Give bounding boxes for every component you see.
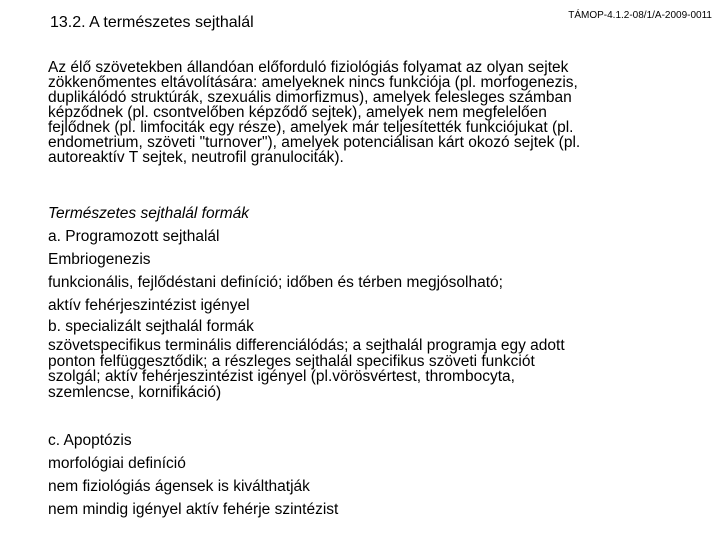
specialized-death-line: szövetspecifikus terminális differenciálódás; a sejthalál programja egy adott	[48, 337, 565, 354]
specialized-death-line: szemlencse, kornifikáció)	[48, 383, 222, 401]
apoptosis-line: morfológiai definíció	[48, 455, 186, 472]
intro-line: képződnek (pl. csontvelőben képződő sejtek), amelyek nem megfelelően	[48, 104, 547, 121]
apoptosis-line: nem fiziológiás ágensek is kiválthatják	[48, 478, 310, 495]
apoptosis-line: nem mindig igényel aktív fehérje szintézist	[48, 501, 339, 518]
intro-line: autoreaktív T sejtek, neutrofil granulociták).	[48, 149, 344, 166]
intro-line: fejlődnek (pl. limfociták egy része), amelyek már teljesítették funkciójukat (pl.	[48, 119, 574, 136]
intro-line: duplikálódó struktúrák, szexuális dimorfizmus), amelyek felesleges számban	[48, 89, 572, 106]
forms-heading: Természetes sejthalál formák	[48, 205, 250, 222]
intro-line: zökkenőmentes eltávolítására: amelyeknek nincs funkciója (pl. morfogenezis,	[48, 74, 578, 91]
project-code: TÁMOP-4.1.2-08/1/A-2009-0011	[568, 10, 712, 21]
apoptosis-section	[48, 429, 708, 521]
apoptosis-label: c. Apoptózis	[48, 432, 132, 449]
programmed-death-section	[48, 202, 708, 317]
programmed-death-label-row	[48, 225, 708, 271]
slide-title: 13.2. A természetes sejthalál	[50, 14, 254, 31]
programmed-death-example: Embriogenezis	[48, 251, 151, 268]
specialized-death-label: b. specializált sejthalál formák	[48, 318, 254, 335]
specialized-death-line: szolgál; aktív fehérjeszintézist igényel (pl.vörösvértest, thrombocyta,	[48, 368, 515, 385]
intro-line: endometrium, szöveti "turnover"), amelyek potenciálisan kárt okozó sejtek (pl.	[48, 134, 581, 151]
specialized-death-line: ponton felfüggesztődik; a részleges sejthalál specifikus szöveti funkciót	[48, 352, 535, 370]
specialized-death-section	[48, 315, 708, 400]
intro-paragraph	[48, 60, 708, 165]
programmed-death-line: aktív fehérjeszintézist igényel	[48, 297, 250, 314]
programmed-death-label: a. Programozott sejthalál	[48, 228, 220, 245]
intro-line: Az élő szövetekben állandóan előforduló fiziológiás folyamat az olyan sejtek	[48, 59, 569, 76]
programmed-death-line: funkcionális, fejlődéstani definíció; időben és térben megjósolható;	[48, 274, 503, 291]
